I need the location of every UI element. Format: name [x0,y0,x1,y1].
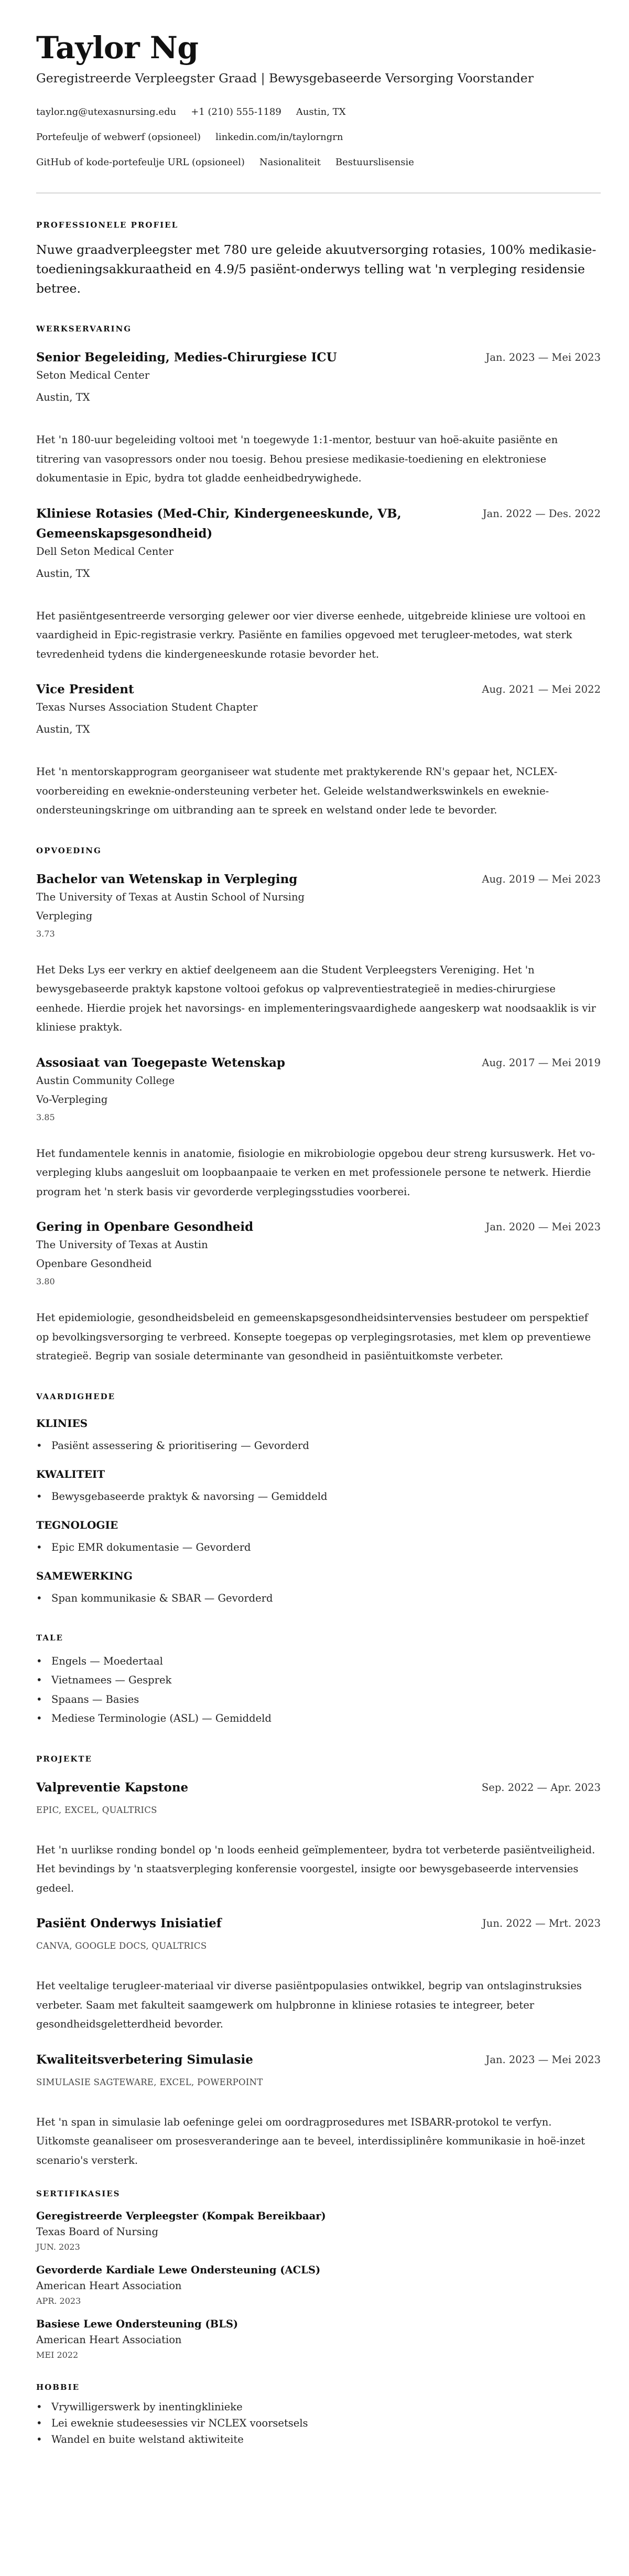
section-heading: WERKSERVARING [36,324,132,334]
field-of-study: Openbare Gesondheid [36,1258,152,1270]
job-description: Het pasiëntgesentreerde versorging gelewer oor vier diverse eenhede, uitgebreide kliniese ure voltooi en vaardigheid in Epic-registrasie verkry. Pasiënte en families opgevoed met terugleer-metodes, wat sterk tevredenheid tydens die kindergeneeskunde rotasie bevorder het. [36,609,586,660]
projects-section [36,1754,601,2171]
section-heading: PROFESSIONELE PROFIEL [36,220,179,230]
school-name: Austin Community College [36,1074,175,1087]
project-tech: SIMULASIE SAGTEWARE, EXCEL, POWERPOINT [36,2077,263,2087]
contact-item: Bestuurslisensie [335,157,414,168]
entry-header [36,870,601,889]
field-of-study: Verpleging [36,909,93,922]
degree-title: Gering in Openbare Gesondheid [36,1220,254,1234]
project-entry [36,1778,601,1898]
job-description: Het 'n mentorskapprogram georganiseer wat studente met praktykerende RN's gepaar het, NCLEX-voorbereiding en eweknie-ondersteuning verbeter het. Geleide welstandwerkswinkels en eweknie-ondersteuningskringe om uitbranding aan te spreek en welstand onder lede te bevorder. [36,766,558,816]
skill-category: KWALITEIT [36,1467,105,1480]
certification-issuer: American Heart Association [36,2280,182,2292]
entry-header [36,1053,601,1073]
skill-category: TEGNOLOGIE [36,1518,118,1531]
certification-entry [36,2316,601,2362]
skill-items [36,1539,601,1557]
project-tech: CANVA, GOOGLE DOCS, QUALTRICS [36,1941,207,1951]
location: Austin, TX [36,723,90,735]
gpa: 3.85 [36,1112,55,1122]
gpa: 3.73 [36,928,55,939]
education-description: Het fundamentele kennis in anatomie, fisiologie en mikrobiologie opgebou deur streng kursuswerk. Het vo-verpleging klubs aangesluit om loopbaanpaaie te verken en met professionele persone te netwerk. Hierdie program het 'n sterk basis vir gevorderde verplegingsstudies voorberei. [36,1147,595,1198]
contact-item: Nasionaliteit [259,157,321,168]
project-description: Het 'n uurlikse ronding bondel op 'n loods eenheid geïmplementeer, bydra tot verbeterde pasiëntveiligheid. Het bevindings by 'n staatsverpleging konferensie voorgestel, insigte oor bewysgebaseerde intervensies gedeel. [36,1843,595,1894]
section-heading: PROJEKTE [36,1754,92,1764]
hobby-item: • Wandel en buite welstand aktiwiteite [36,2431,601,2448]
skill-items [36,1488,601,1506]
section-heading: VAARDIGHEDE [36,1391,116,1401]
experience-entry [36,348,601,488]
school-name: The University of Texas at Austin School of Nursing [36,890,305,903]
project-title: Kwaliteitsverbetering Simulasie [36,2052,253,2067]
skill-item: • Bewysgebaseerde praktyk & navorsing — Gemiddeld [36,1488,601,1506]
field-of-study: Vo-Verpleging [36,1093,108,1105]
profile-summary: Nuwe graadverpleegster met 780 ure geleide akuutversorging rotasies, 100% medikasie-toedieningsakkuraatheid en 4.9/5 pasiënt-onderwys telling wat 'n verpleging residensie betree. [36,242,597,296]
entry-header [36,348,601,368]
certification-date: JUN. 2023 [36,2242,80,2252]
entry-header [36,2050,601,2070]
language-item: • Vietnamees — Gesprek [36,1671,601,1690]
employer: Dell Seton Medical Center [36,545,174,557]
job-description: Het 'n 180-uur begeleiding voltooi met 'n toegewyde 1:1-mentor, bestuur van hoë-akuite pasiënte en titrering van vasopressors onder nou toesig. Behou presiese medikasie-toediening en elektroniese dokumentasie in Epic, bydra tot gladde eenheidbedrywighede. [36,434,558,484]
contact-item: linkedin.com/in/taylorngrn [215,132,343,143]
education-entry [36,1217,601,1366]
skill-items [36,1437,601,1455]
certification-entry [36,2262,601,2307]
job-title: Vice President [36,682,134,696]
hobbies-list [36,2399,601,2448]
skills-list [36,1416,601,1607]
language-item: • Mediese Terminologie (ASL) — Gemiddeld [36,1709,601,1729]
certification-date: APR. 2023 [36,2296,81,2306]
education-description: Het epidemiologie, gesondheidsbeleid en gemeenskapsgesondheidsintervensies bestudeer om perspektief op bevolkingsversorging te verbreed. Konsepte toegepas op verplegingsrotasies, met klem op preventiewe strategieë. Begrip van sosiale determinante van gesondheid in pasiëntuitkomste verbeter. [36,1312,591,1362]
candidate-name: Taylor Ng [36,30,199,66]
education-list [36,870,601,1366]
contact-item: taylor.ng@utexasnursing.edu [36,106,177,117]
location: Austin, TX [36,391,90,403]
language-item: • Engels — Moedertaal [36,1652,601,1671]
employer: Texas Nurses Association Student Chapter [36,701,258,713]
date-range: Sep. 2022 — Apr. 2023 [481,1781,601,1794]
language-item: • Spaans — Basies [36,1690,601,1710]
skill-item: • Epic EMR dokumentasie — Gevorderd [36,1539,601,1557]
project-entry [36,1914,601,2034]
certification-issuer: Texas Board of Nursing [36,2226,158,2238]
project-description: Het veeltalige terugleer-materiaal vir diverse pasiëntpopulasies ontwikkel, begrip van ontslaginstruksies verbeter. Saam met fakulteit saamgewerk om hulpbronne in kliniese rotasies te integreer, beter gesondheidsgeletterdheid bevorder. [36,1980,582,2030]
date-range: Jun. 2022 — Mrt. 2023 [482,1917,601,1929]
certification-title: Gevorderde Kardiale Lewe Ondersteuning (ACLS) [36,2264,321,2276]
contact-row [36,150,601,175]
date-range: Aug. 2021 — Mei 2022 [482,683,601,695]
skills-section [36,1391,601,1607]
contact-item: +1 (210) 555-1189 [191,106,281,117]
skill-items [36,1590,601,1607]
section-heading: HOBBIE [36,2382,80,2392]
job-title: Senior Begeleiding, Medies-Chirurgiese ICU [36,350,337,364]
hobbies-section [36,2382,601,2448]
gpa: 3.80 [36,1276,55,1286]
skill-category: SAMEWERKING [36,1569,133,1582]
experience-list [36,348,601,820]
certifications-list [36,2208,601,2362]
entry-header [36,1778,601,1798]
experience-entry [36,504,601,664]
experience-section [36,324,601,820]
project-title: Pasiënt Onderwys Inisiatief [36,1916,222,1930]
certification-entry [36,2208,601,2253]
project-description: Het 'n span in simulasie lab oefeninge gelei om oordragprosedures met ISBARR-protokol te verfyn. Uitkomste geanaliseer om prosesveranderinge aan te beveel, interdissiplinêre kommunikasie in hoë-inzet scenario's versterk. [36,2116,585,2166]
contact-row [36,100,601,125]
degree-title: Assosiaat van Toegepaste Wetenskap [36,1055,286,1070]
location: Austin, TX [36,567,90,579]
employer: Seton Medical Center [36,369,150,381]
projects-list [36,1778,601,2171]
degree-title: Bachelor van Wetenskap in Verpleging [36,872,298,886]
contact-info [36,100,601,175]
date-range: Aug. 2019 — Mei 2023 [482,873,601,885]
education-section [36,845,601,1366]
entry-header [36,1217,601,1237]
education-entry [36,1053,601,1202]
section-heading: SERTIFIKASIES [36,2189,121,2198]
date-range: Jan. 2020 — Mei 2023 [485,1221,601,1233]
date-range: Jan. 2023 — Mei 2023 [485,2053,601,2066]
header-divider [36,192,601,194]
job-title: Kliniese Rotasies (Med-Chir, Kindergeneeskunde, VB, Gemeenskapsgesondheid) [36,506,402,541]
project-title: Valpreventie Kapstone [36,1780,189,1795]
hobby-item: • Vrywilligerswerk by inentingklinieke [36,2399,601,2415]
languages-section [36,1633,601,1729]
profile-section [36,220,601,298]
education-description: Het Deks Lys eer verkry en aktief deelgeneem aan die Student Verpleegsters Vereniging. Het 'n bewysgebaseerde praktyk kapstone voltooi gefokus op valpreventiestrategieë in medies-chirurgiese eenhede. Hierdie projek het navorsings- en implementeringsvaardighede aangeskerp wat noodsaaklik is vir kliniese praktyk. [36,963,596,1033]
skill-item: • Span kommunikasie & SBAR — Gevorderd [36,1590,601,1607]
school-name: The University of Texas at Austin [36,1239,208,1251]
skill-category: KLINIES [36,1416,88,1430]
hobby-item: • Lei eweknie studeesessies vir NCLEX voorsetsels [36,2415,601,2431]
certification-date: MEI 2022 [36,2350,79,2360]
certification-issuer: American Heart Association [36,2334,182,2346]
project-tech: EPIC, EXCEL, QUALTRICS [36,1805,157,1815]
date-range: Aug. 2017 — Mei 2019 [482,1056,601,1069]
resume-header [36,30,601,175]
date-range: Jan. 2022 — Des. 2022 [482,507,601,520]
certification-title: Basiese Lewe Ondersteuning (BLS) [36,2318,238,2330]
education-entry [36,870,601,1037]
project-entry [36,2050,601,2171]
entry-header [36,680,601,700]
contact-item: GitHub of kode-portefeulje URL (opsioneel) [36,157,245,168]
contact-item: Austin, TX [296,106,346,117]
contact-row [36,125,601,150]
entry-header [36,1914,601,1934]
certification-title: Geregistreerde Verpleegster (Kompak Bereikbaar) [36,2210,326,2222]
date-range: Jan. 2023 — Mei 2023 [485,351,601,363]
entry-header [36,504,601,544]
section-heading: OPVOEDING [36,845,102,855]
languages-list [36,1652,601,1729]
experience-entry [36,680,601,820]
certifications-section [36,2188,601,2362]
candidate-headline: Geregistreerde Verpleegster Graad | Bewysgebaseerde Versorging Voorstander [36,71,534,85]
contact-item: Portefeulje of webwerf (opsioneel) [36,132,201,143]
section-heading: TALE [36,1633,63,1643]
skill-item: • Pasiënt assessering & prioritisering — Gevorderd [36,1437,601,1455]
